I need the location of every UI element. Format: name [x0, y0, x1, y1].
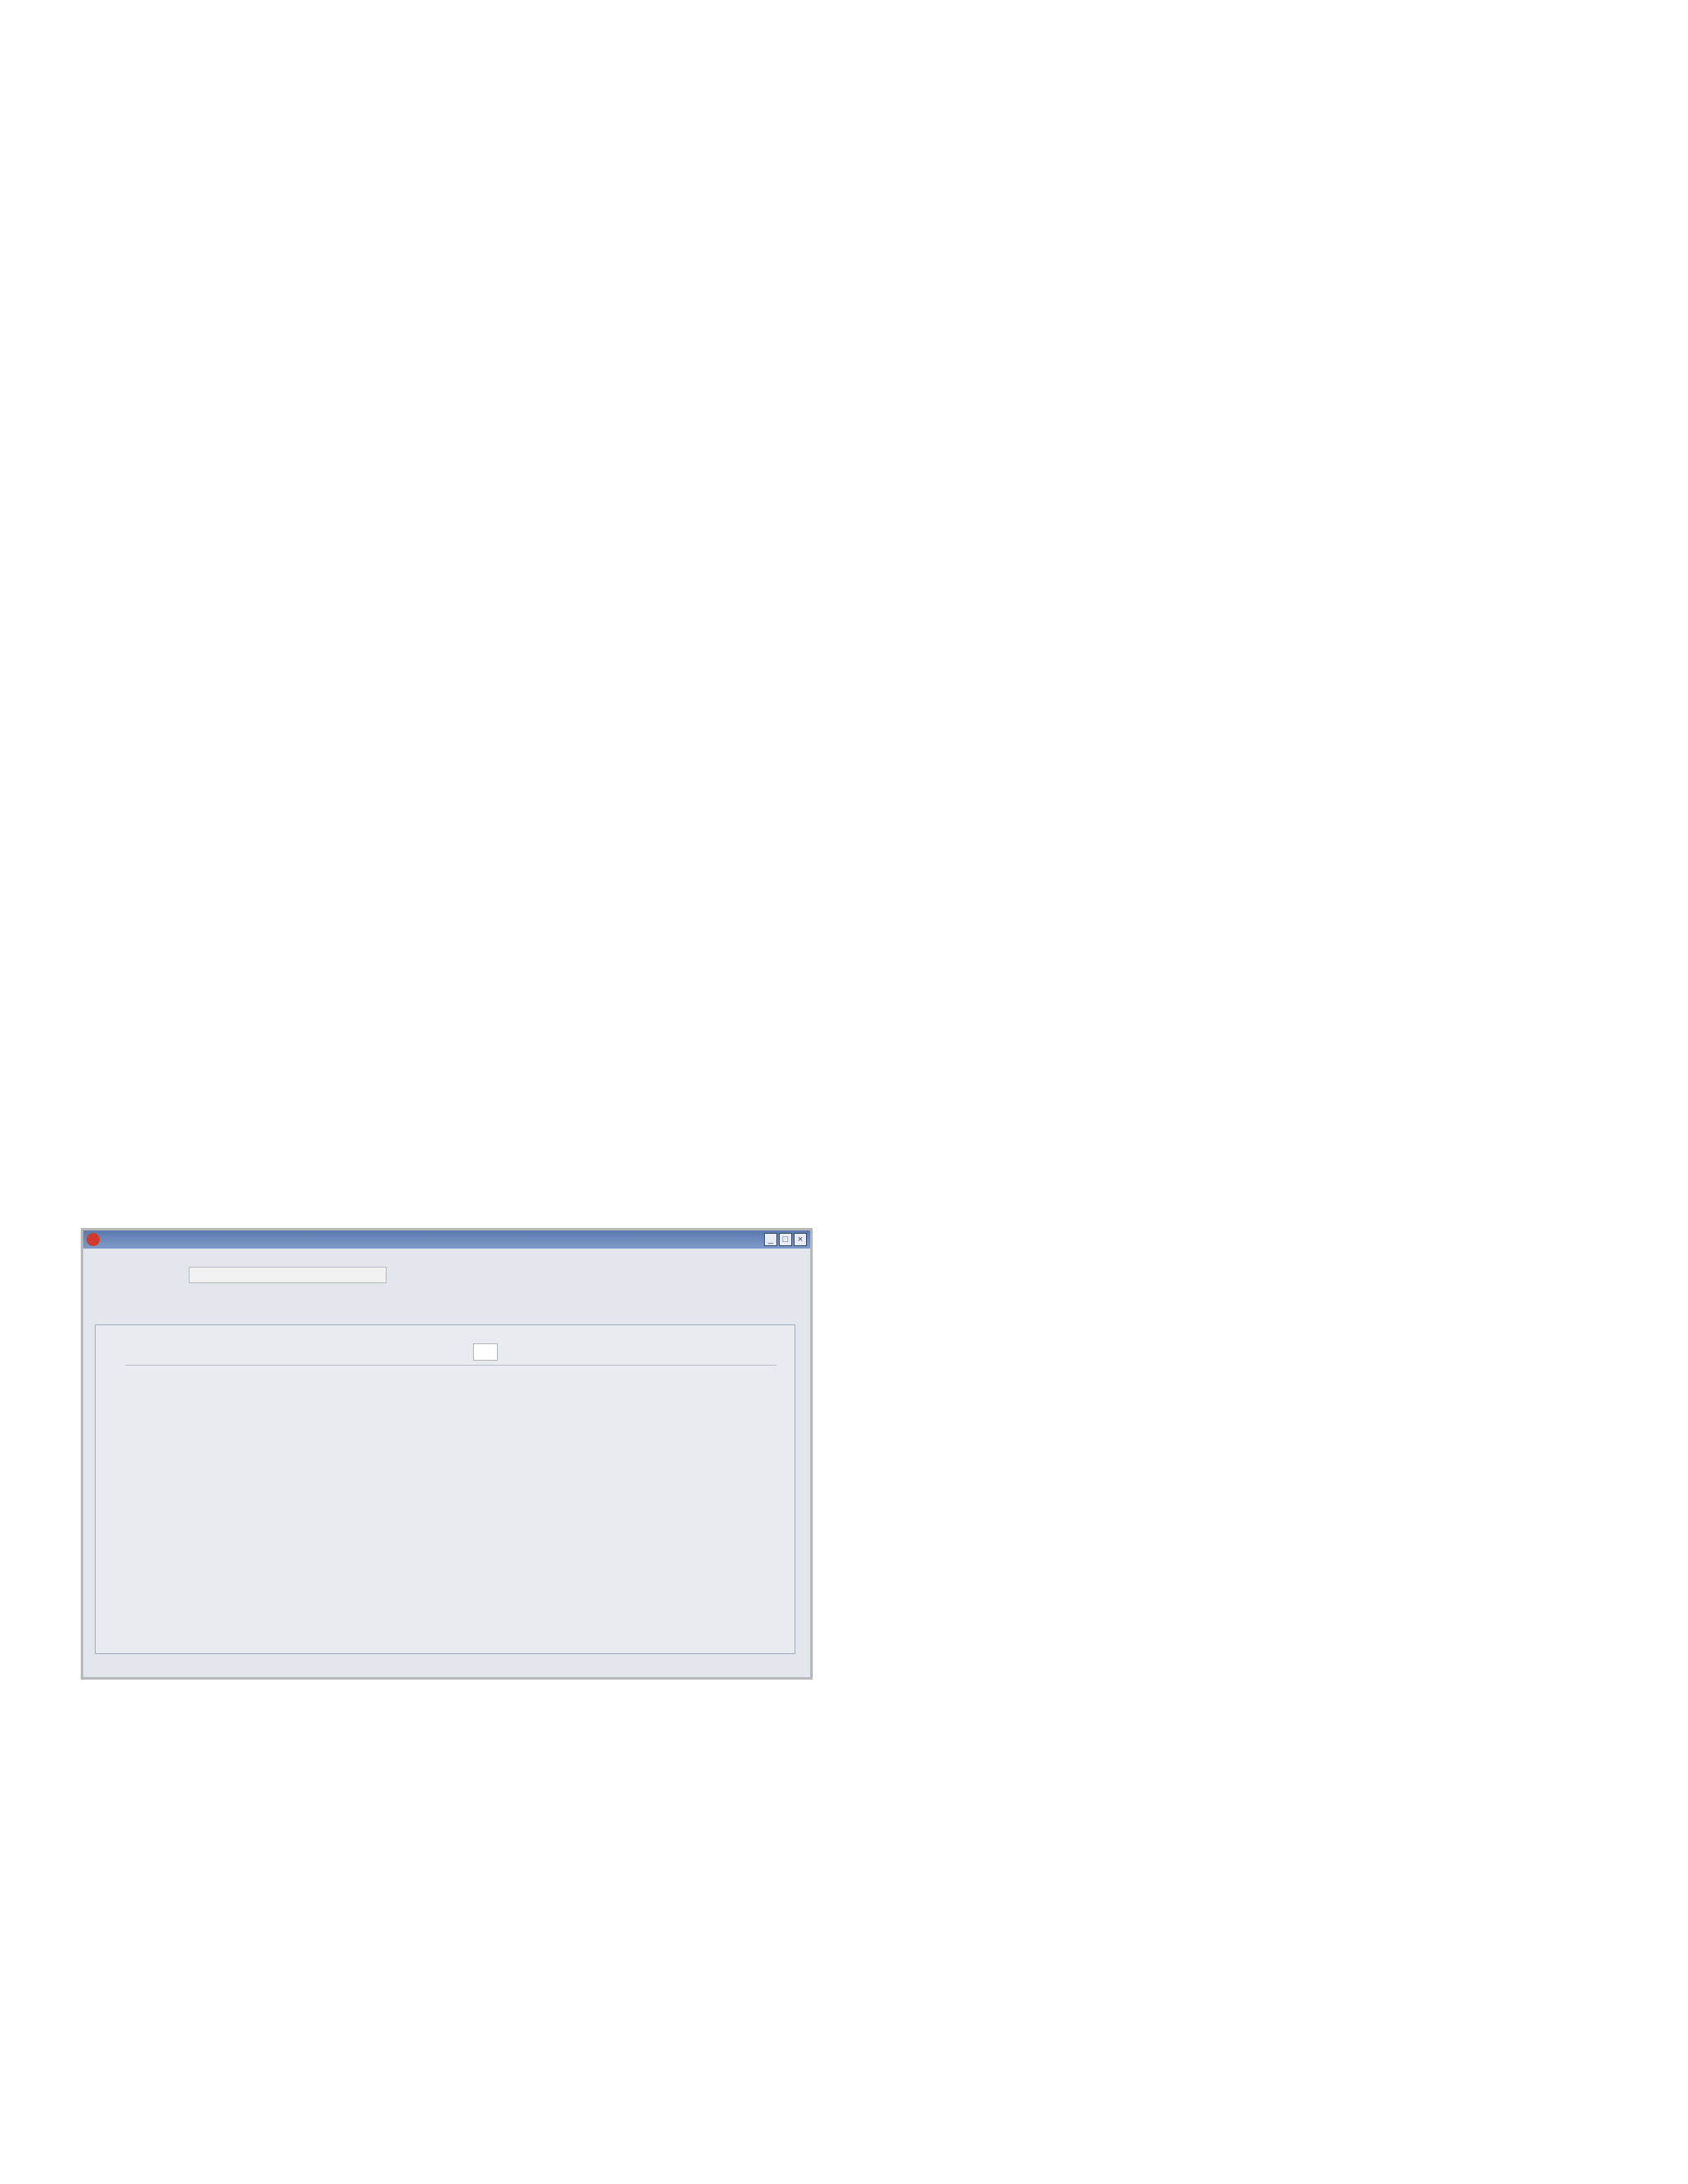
tab-strip: [95, 1306, 795, 1324]
maximize-icon[interactable]: □: [779, 1233, 792, 1246]
minimize-icon[interactable]: _: [764, 1233, 777, 1246]
operating-unit-field[interactable]: [189, 1267, 387, 1283]
window-titlebar: [83, 1230, 810, 1249]
future-periods-field[interactable]: [473, 1343, 498, 1361]
oracle-app-icon: [87, 1233, 100, 1246]
gl-accounts-group-line: [125, 1365, 776, 1366]
financials-options-window: [81, 1228, 813, 1680]
accounting-panel: [95, 1324, 795, 1654]
close-icon[interactable]: ×: [794, 1233, 807, 1246]
